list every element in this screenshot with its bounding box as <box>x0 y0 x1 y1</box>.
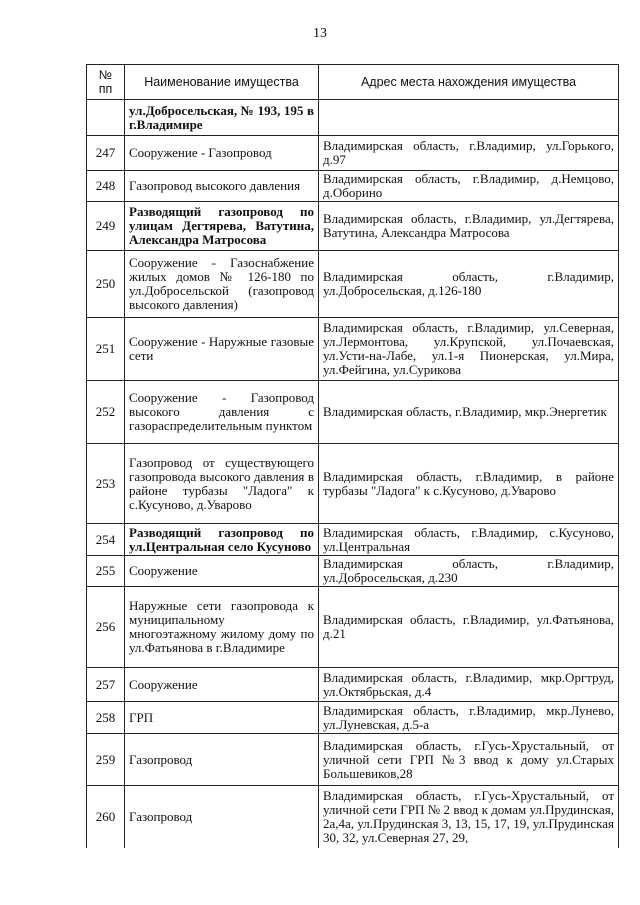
row-name: Сооружение - Наружные газовые сети <box>125 318 319 381</box>
row-address: Владимирская область, г.Владимир, ул.Фатьянова, д.21 <box>319 587 619 668</box>
row-name: Сооружение <box>125 668 319 702</box>
row-address: Владимирская область, г.Гусь-Хрустальный, от уличной сети ГРП №3 ввод к дому ул.Старых Большевиков,28 <box>319 734 619 786</box>
row-num <box>87 100 125 136</box>
row-num: 258 <box>87 702 125 734</box>
row-num: 251 <box>87 318 125 381</box>
row-address: Владимирская область, г.Владимир, д.Немцово, д.Оборино <box>319 171 619 202</box>
table-row <box>87 786 619 848</box>
row-name: ГРП <box>125 702 319 734</box>
continuation-row <box>87 100 619 136</box>
table-row <box>87 251 619 318</box>
table-row <box>87 587 619 668</box>
table-header-row <box>87 65 619 100</box>
row-name: Газопровод <box>125 734 319 786</box>
row-num: 250 <box>87 251 125 318</box>
row-num: 249 <box>87 202 125 251</box>
row-num: 260 <box>87 786 125 848</box>
table-row <box>87 556 619 587</box>
table-row <box>87 171 619 202</box>
row-address <box>319 100 619 136</box>
table-row <box>87 444 619 524</box>
header-name: Наименование имущества <box>125 65 319 100</box>
table-row <box>87 318 619 381</box>
row-address: Владимирская область, г.Владимир, с.Кусуново, ул.Центральная <box>319 524 619 556</box>
row-address: Владимирская область, г.Гусь-Хрустальный, от уличной сети ГРП № 2 ввод к домам ул.Прудинская, 2а,4а, ул.Прудинская 3, 13, 15, 17, 19, ул.Прудинская 30, 32, ул.Северная 27, 29, <box>319 786 619 848</box>
row-num: 257 <box>87 668 125 702</box>
table-row <box>87 524 619 556</box>
table-row <box>87 381 619 444</box>
table-row <box>87 668 619 702</box>
row-name: Наружные сети газопровода к муниципальному многоэтажному жилому дому по ул.Фатьянова в г.Владимире <box>125 587 319 668</box>
page-number: 13 <box>313 26 327 41</box>
header-num: № пп <box>87 65 125 100</box>
row-num: 248 <box>87 171 125 202</box>
row-num: 247 <box>87 136 125 171</box>
row-address: Владимирская область, г.Владимир, ул.Горького, д.97 <box>319 136 619 171</box>
table-row <box>87 202 619 251</box>
table-row <box>87 136 619 171</box>
row-address: Владимирская область, г.Владимир, ул.Добросельская, д.126-180 <box>319 251 619 318</box>
row-num: 256 <box>87 587 125 668</box>
row-name: Сооружение - Газопровод высокого давления с газораспределительным пунктом <box>125 381 319 444</box>
row-address: Владимирская область, г.Владимир, ул.Дегтярева, Ватутина, Александра Матросова <box>319 202 619 251</box>
row-name: Сооружение <box>125 556 319 587</box>
row-address: Владимирская область, г.Владимир, мкр.Лунево, ул.Луневская, д.5-а <box>319 702 619 734</box>
row-name: Газопровод высокого давления <box>125 171 319 202</box>
row-name: Сооружение - Газоснабжение жилых домов № 126-180 по ул.Добросельской (газопровод высокого давления) <box>125 251 319 318</box>
property-table <box>86 64 619 848</box>
row-address: Владимирская область, г.Владимир, мкр.Энергетик <box>319 381 619 444</box>
row-name: Разводящий газопровод по улицам Дегтярева, Ватутина, Александра Матросова <box>125 202 319 251</box>
row-name: Газопровод от существующего газопровода высокого давления в районе турбазы "Ладога" к с.Кусуново, д.Уварово <box>125 444 319 524</box>
row-num: 252 <box>87 381 125 444</box>
row-address: Владимирская область, г.Владимир, ул.Добросельская, д.230 <box>319 556 619 587</box>
row-address: Владимирская область, г.Владимир, в районе турбазы "Ладога" к с.Кусуново, д.Уварово <box>319 444 619 524</box>
row-address: Владимирская область, г.Владимир, ул.Северная, ул.Лермонтова, ул.Крупской, ул.Почаевская, ул.Усти-на-Лабе, ул.1-я Пионерская, ул.Мира, ул.Фейгина, ул.Сурикова <box>319 318 619 381</box>
row-name: Газопровод <box>125 786 319 848</box>
row-num: 255 <box>87 556 125 587</box>
row-name: ул.Добросельская, № 193, 195 в г.Владимире <box>125 100 319 136</box>
row-name: Разводящий газопровод по ул.Центральная село Кусуново <box>125 524 319 556</box>
row-num: 254 <box>87 524 125 556</box>
row-name: Сооружение - Газопровод <box>125 136 319 171</box>
table-row <box>87 734 619 786</box>
table-row <box>87 702 619 734</box>
row-num: 253 <box>87 444 125 524</box>
row-num: 259 <box>87 734 125 786</box>
row-address: Владимирская область, г.Владимир, мкр.Оргтруд, ул.Октябрьская, д.4 <box>319 668 619 702</box>
header-address: Адрес места нахождения имущества <box>319 65 619 100</box>
